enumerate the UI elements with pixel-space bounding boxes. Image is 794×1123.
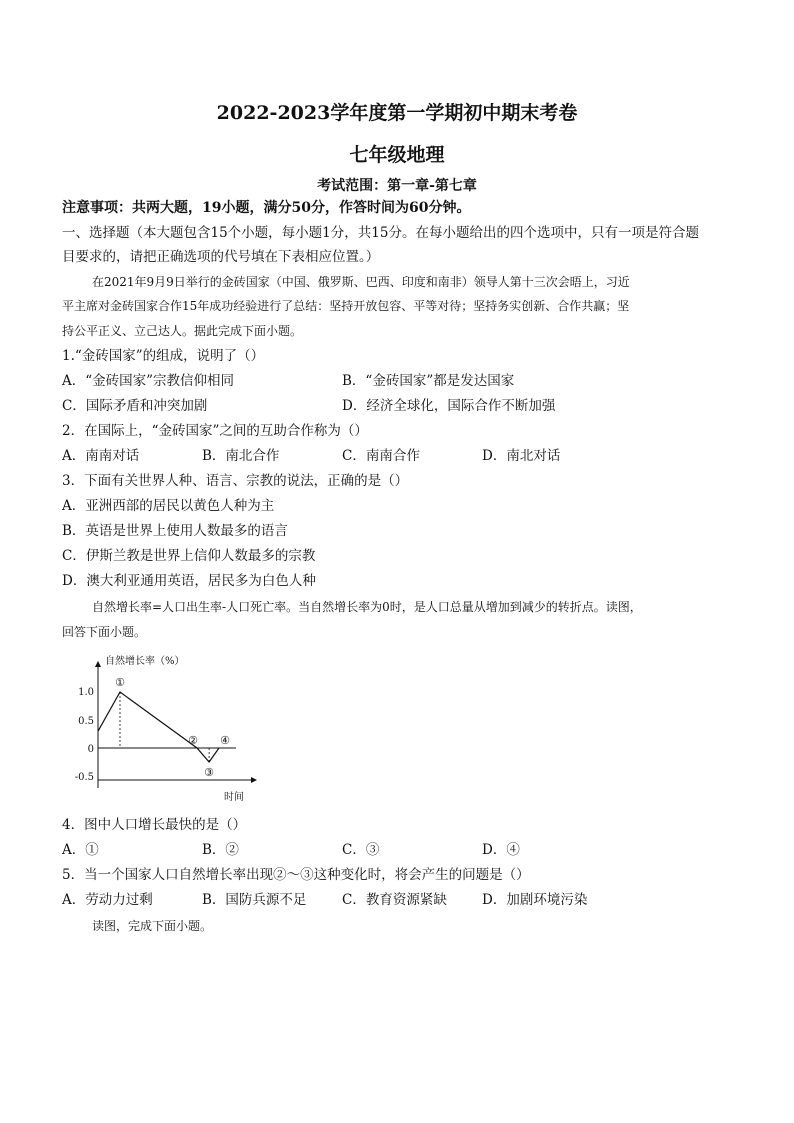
q3-stem: 3．下面有关世界人种、语言、宗教的说法，正确的是（） bbox=[62, 473, 409, 489]
q2-option-a: A．南南对话 bbox=[62, 448, 140, 464]
y-tick-label: 0 bbox=[87, 744, 94, 755]
passage1-line3: 持公平正义、立己达人。据此完成下面小题。 bbox=[62, 324, 303, 338]
q1-option-d: D．经济全球化，国际合作不断加强 bbox=[342, 398, 556, 414]
q4-option-b: B．② bbox=[202, 842, 239, 858]
point-label: ④ bbox=[220, 734, 230, 747]
q5-option-a: A．劳动力过剩 bbox=[62, 892, 153, 908]
q3-option-b: B．英语是世界上使用人数最多的语言 bbox=[62, 523, 288, 539]
q2-option-c: C．南南合作 bbox=[342, 448, 420, 464]
q4-stem: 4．图中人口增长最快的是（） bbox=[62, 817, 247, 833]
point-label: ③ bbox=[204, 766, 215, 779]
exam-scope: 考试范围：第一章-第七章 bbox=[317, 178, 477, 194]
q5-stem: 5．当一个国家人口自然增长率出现②～③这种变化时，将会产生的问题是（） bbox=[62, 867, 530, 883]
x-axis-label: 时间 bbox=[224, 792, 244, 803]
series-line bbox=[98, 692, 219, 762]
passage1-line2: 平主席对金砖国家合作15年成功经验进行了总结：坚持开放包容、平等对待；坚持务实创新、合作共赢；坚 bbox=[62, 299, 630, 313]
passage2-line1: 自然增长率=人口出生率-人口死亡率。当自然增长率为0时，是人口总量从增加到减少的转折点。读图， bbox=[92, 600, 642, 614]
q4-option-a: A．① bbox=[62, 842, 99, 858]
q5-option-c: C．教育资源紧缺 bbox=[342, 892, 447, 908]
y-tick-label: 0.5 bbox=[78, 716, 94, 727]
y-tick-label: 1.0 bbox=[78, 687, 94, 698]
q1-stem: 1.“金砖国家”的组成，说明了（） bbox=[62, 348, 265, 364]
passage3-line1: 读图，完成下面小题。 bbox=[92, 919, 213, 933]
q1-option-c: C．国际矛盾和冲突加剧 bbox=[62, 398, 208, 414]
section-intro-line1: 一、选择题（本大题包含15个小题，每小题1分，共15分。在每小题给出的四个选项中，只有一项是符合题 bbox=[62, 225, 699, 241]
exam-subject: 七年级地理 bbox=[349, 144, 445, 166]
q2-option-d: D．南北对话 bbox=[482, 448, 561, 464]
point-label: ① bbox=[115, 676, 125, 689]
exam-title: 2022-2023学年度第一学期初中期末考卷 bbox=[216, 102, 578, 124]
q4-option-c: C．③ bbox=[342, 842, 380, 858]
q1-option-a: A．“金砖国家”宗教信仰相同 bbox=[62, 373, 235, 389]
q1-option-b: B．“金砖国家”都是发达国家 bbox=[342, 373, 515, 389]
q5-option-d: D．加剧环境污染 bbox=[482, 892, 588, 908]
q5-option-b: B．国防兵源不足 bbox=[202, 892, 307, 908]
y-tick-label: -0.5 bbox=[74, 772, 94, 783]
q3-option-d: D．澳大利亚通用英语，居民多为白色人种 bbox=[62, 573, 316, 589]
passage2-line2: 回答下面小题。 bbox=[62, 625, 147, 639]
point-label: ② bbox=[188, 734, 198, 747]
section-intro-line2: 目要求的，请把正确选项的代号填在下表相应位置。） bbox=[62, 249, 380, 265]
q2-stem: 2．在国际上，“金砖国家”之间的互助合作称为（） bbox=[62, 423, 368, 439]
q3-option-a: A．亚洲西部的居民以黄色人种为主 bbox=[62, 498, 275, 514]
passage1-line1: 在2021年9月9日举行的金砖国家（中国、俄罗斯、巴西、印度和南非）领导人第十三次会晤上，习近 bbox=[92, 275, 630, 289]
growth-rate-chart bbox=[58, 650, 258, 805]
q4-option-d: D．④ bbox=[482, 842, 520, 858]
q2-option-b: B．南北合作 bbox=[202, 448, 280, 464]
exam-notice: 注意事项：共两大题，19小题，满分50分，作答时间为60分钟。 bbox=[62, 200, 471, 216]
y-axis-label: 自然增长率（%） bbox=[105, 656, 185, 667]
q3-option-c: C．伊斯兰教是世界上信仰人数最多的宗教 bbox=[62, 548, 316, 564]
